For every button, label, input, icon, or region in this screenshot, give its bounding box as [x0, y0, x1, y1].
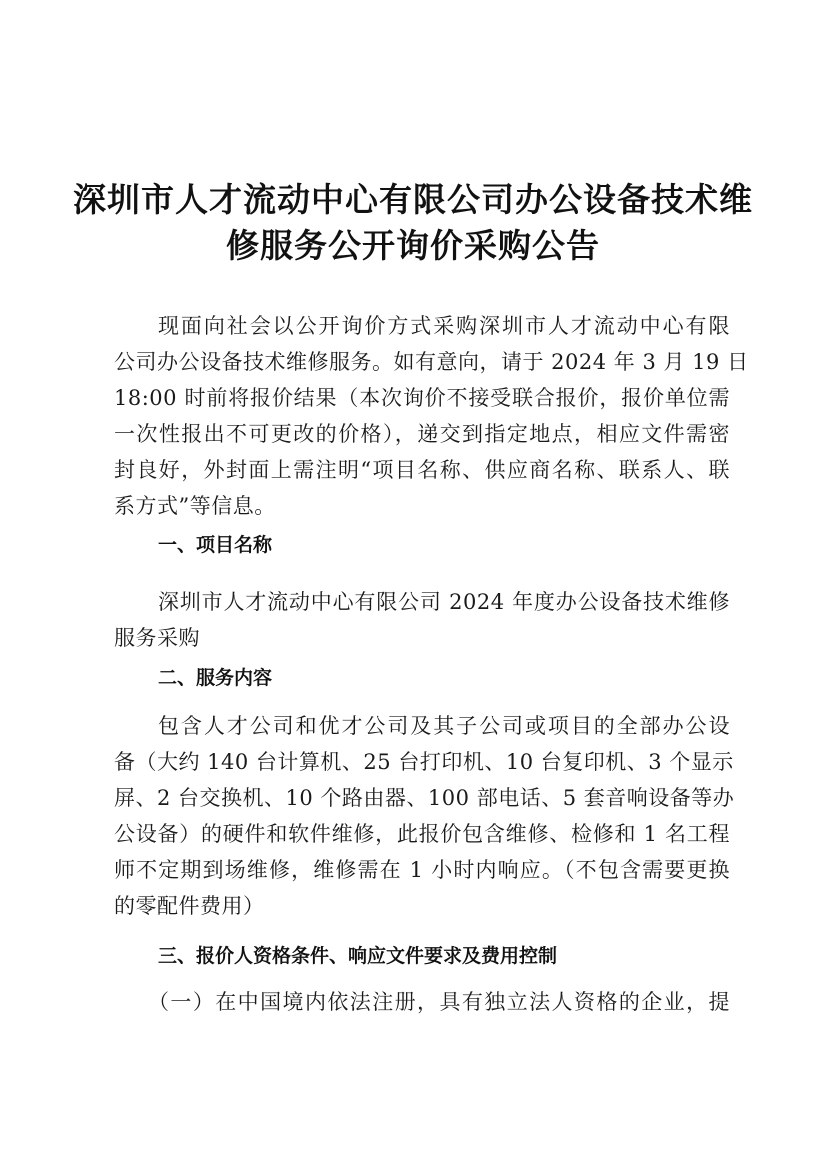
intro-line: 一次性报出不可更改的价格），递交到指定地点，相应文件需密: [114, 422, 730, 446]
intro-line: 现面向社会以公开询价方式采购深圳市人才流动中心有限: [158, 314, 730, 338]
section1-line: 深圳市人才流动中心有限公司 2024 年度办公设备技术维修: [158, 590, 730, 614]
intro-line: 公司办公设备技术维修服务。如有意向，请于 2024 年 3 月 19 日: [114, 350, 749, 374]
section2-line: 师不定期到场维修，维修需在 1 小时内响应。（不包含需要更换: [114, 858, 730, 882]
section2-line: 包含人才公司和优才公司及其子公司或项目的全部办公设: [158, 714, 730, 738]
section-heading-project-name: 一、项目名称: [158, 534, 273, 556]
section-heading-service-content: 二、服务内容: [158, 667, 273, 689]
section3-line: （一）在中国境内依法注册，具有独立法人资格的企业，提: [148, 990, 730, 1014]
intro-line: 系方式”等信息。: [114, 494, 276, 518]
section1-line: 服务采购: [114, 626, 200, 650]
intro-line: 18:00 时前将报价结果（本次询价不接受联合报价，报价单位需: [114, 386, 730, 410]
section2-line: 的零配件费用）: [114, 894, 265, 918]
section2-line: 屏、2 台交换机、10 个路由器、100 部电话、5 套音响设备等办: [114, 786, 735, 810]
section2-line: 公设备）的硬件和软件维修，此报价包含维修、检修和 1 名工程: [114, 822, 730, 846]
intro-line: 封良好，外封面上需注明“项目名称、供应商名称、联系人、联: [114, 458, 730, 482]
section-heading-qualifications: 三、报价人资格条件、响应文件要求及费用控制: [158, 945, 558, 967]
section2-line: 备（大约 140 台计算机、25 台打印机、10 台复印机、3 个显示: [114, 750, 734, 774]
document-title-line-2: 修服务公开询价采购公告: [226, 226, 600, 265]
document-title-line-1: 深圳市人才流动中心有限公司办公设备技术维: [73, 180, 753, 219]
